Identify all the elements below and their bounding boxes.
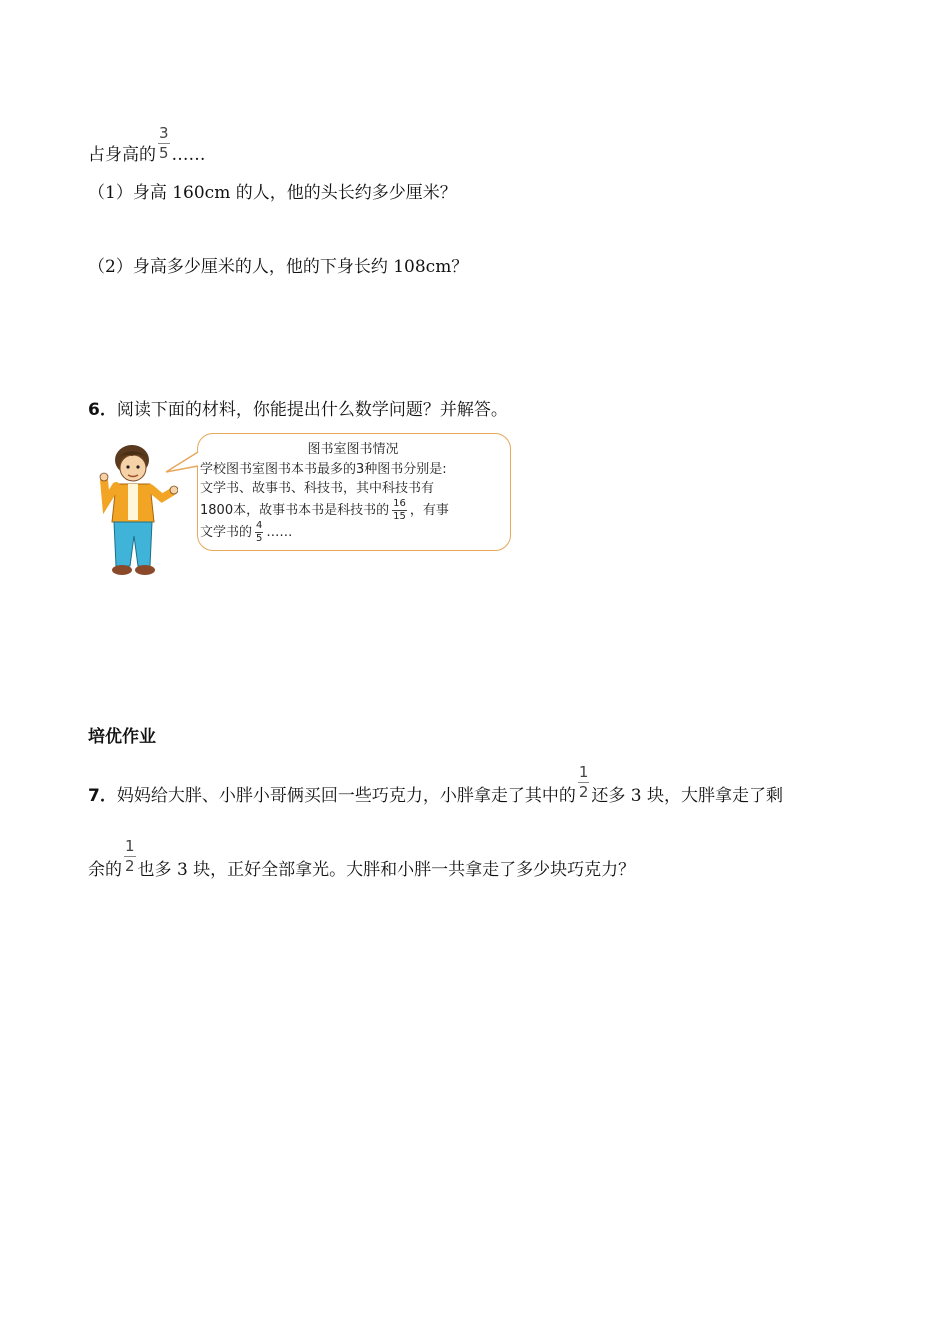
q7-line1-text-b: 还多 3 块，大胖拿走了剩: [591, 786, 784, 806]
fraction-numerator: 3: [159, 124, 169, 142]
fraction-numerator: 1: [578, 763, 589, 781]
q7-line1-text-a: 妈妈给大胖、小胖小哥俩买回一些巧克力，小胖拿走了其中的: [116, 786, 576, 806]
bubble-line4: [200, 521, 506, 544]
fraction-numerator: 1: [125, 837, 135, 855]
fraction-denominator: 2: [578, 783, 589, 801]
q5-sub2: （2）身高多少厘米的人，他的下身长约 108cm？: [88, 257, 469, 277]
fraction-denominator: 2: [125, 857, 135, 875]
fraction-16-15: [392, 499, 407, 522]
q7-number: 7．: [88, 786, 117, 806]
q5-line0-suffix: ……: [171, 145, 206, 165]
fraction-1-2: [578, 765, 590, 800]
bubble-line1: 学校图书室图书本书最多的3种图书分别是:: [200, 461, 447, 477]
bubble-line3-tail: ，有事: [409, 502, 449, 518]
bubble-line3-text: 1800本，故事书本书是科技书的: [200, 502, 390, 518]
section-title: 培优作业: [88, 727, 156, 747]
q7-line2-text-a: 余的: [88, 860, 122, 880]
q5-line0: [88, 117, 206, 167]
fraction-4-5: [255, 521, 263, 544]
fraction-numerator: 4: [256, 519, 263, 531]
q6-number: 6．: [88, 400, 117, 420]
bubble-line4-text: 文学书的: [200, 524, 253, 540]
fraction-3-5: [158, 126, 170, 161]
q7-line2: [88, 830, 635, 882]
q5-line0-prefix: 占身高的: [88, 145, 156, 165]
bubble-title: 图书室图书情况: [307, 442, 399, 457]
fraction-denominator: 15: [393, 510, 406, 522]
q5-sub1: （1）身高 160cm 的人，他的头长约多少厘米？: [88, 183, 457, 203]
fraction-denominator: 5: [256, 532, 263, 544]
bubble-content: [200, 440, 506, 544]
q7-line1: [88, 758, 783, 808]
fraction-numerator: 16: [393, 497, 406, 509]
fraction-1-2: [124, 839, 136, 874]
fraction-denominator: 5: [159, 144, 169, 162]
speech-bubble-tail: [164, 450, 200, 480]
bubble-line2: 文学书、故事书、科技书，其中科技书有: [200, 481, 435, 496]
q7-line2-text-b: 也多 3 块，正好全部拿光。大胖和小胖一共拿走了多少块巧克力？: [137, 860, 636, 880]
q6-text: 阅读下面的材料，你能提出什么数学问题？并解答。: [116, 400, 508, 420]
bubble-line3: [200, 499, 506, 521]
bubble-line4-tail: ……: [266, 524, 293, 540]
q6-line: [88, 395, 508, 420]
